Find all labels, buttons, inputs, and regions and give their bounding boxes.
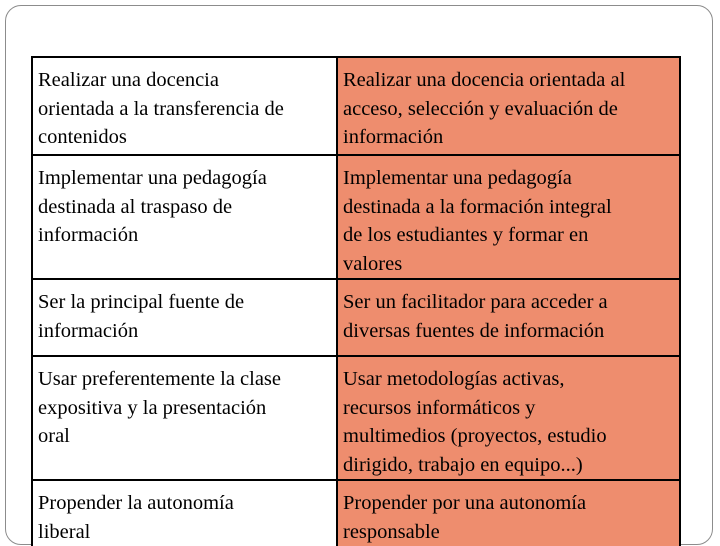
traditional-role-cell: Propender la autonomía liberal (32, 480, 337, 546)
table-row (32, 57, 680, 155)
traditional-role-cell: Usar preferentemente la clase expositiva y la presentación oral (32, 356, 337, 480)
table-row (32, 356, 680, 480)
new-role-cell: Realizar una docencia orientada al acceso, selección y evaluación de información (337, 57, 680, 155)
comparison-table (31, 56, 681, 546)
table-row (32, 279, 680, 356)
traditional-role-cell: Ser la principal fuente de información (32, 279, 337, 356)
traditional-role-cell: Implementar una pedagogía destinada al traspaso de información (32, 155, 337, 279)
new-role-cell: Usar metodologías activas, recursos informáticos y multimedios (proyectos, estudio dirigido, trabajo en equipo...) (337, 356, 680, 480)
new-role-cell: Ser un facilitador para acceder a diversas fuentes de información (337, 279, 680, 356)
new-role-cell: Propender por una autonomía responsable (337, 480, 680, 546)
table-row (32, 480, 680, 546)
new-role-cell: Implementar una pedagogía destinada a la formación integral de los estudiantes y formar en valores (337, 155, 680, 279)
table-row (32, 155, 680, 279)
traditional-role-cell: Realizar una docencia orientada a la transferencia de contenidos (32, 57, 337, 155)
